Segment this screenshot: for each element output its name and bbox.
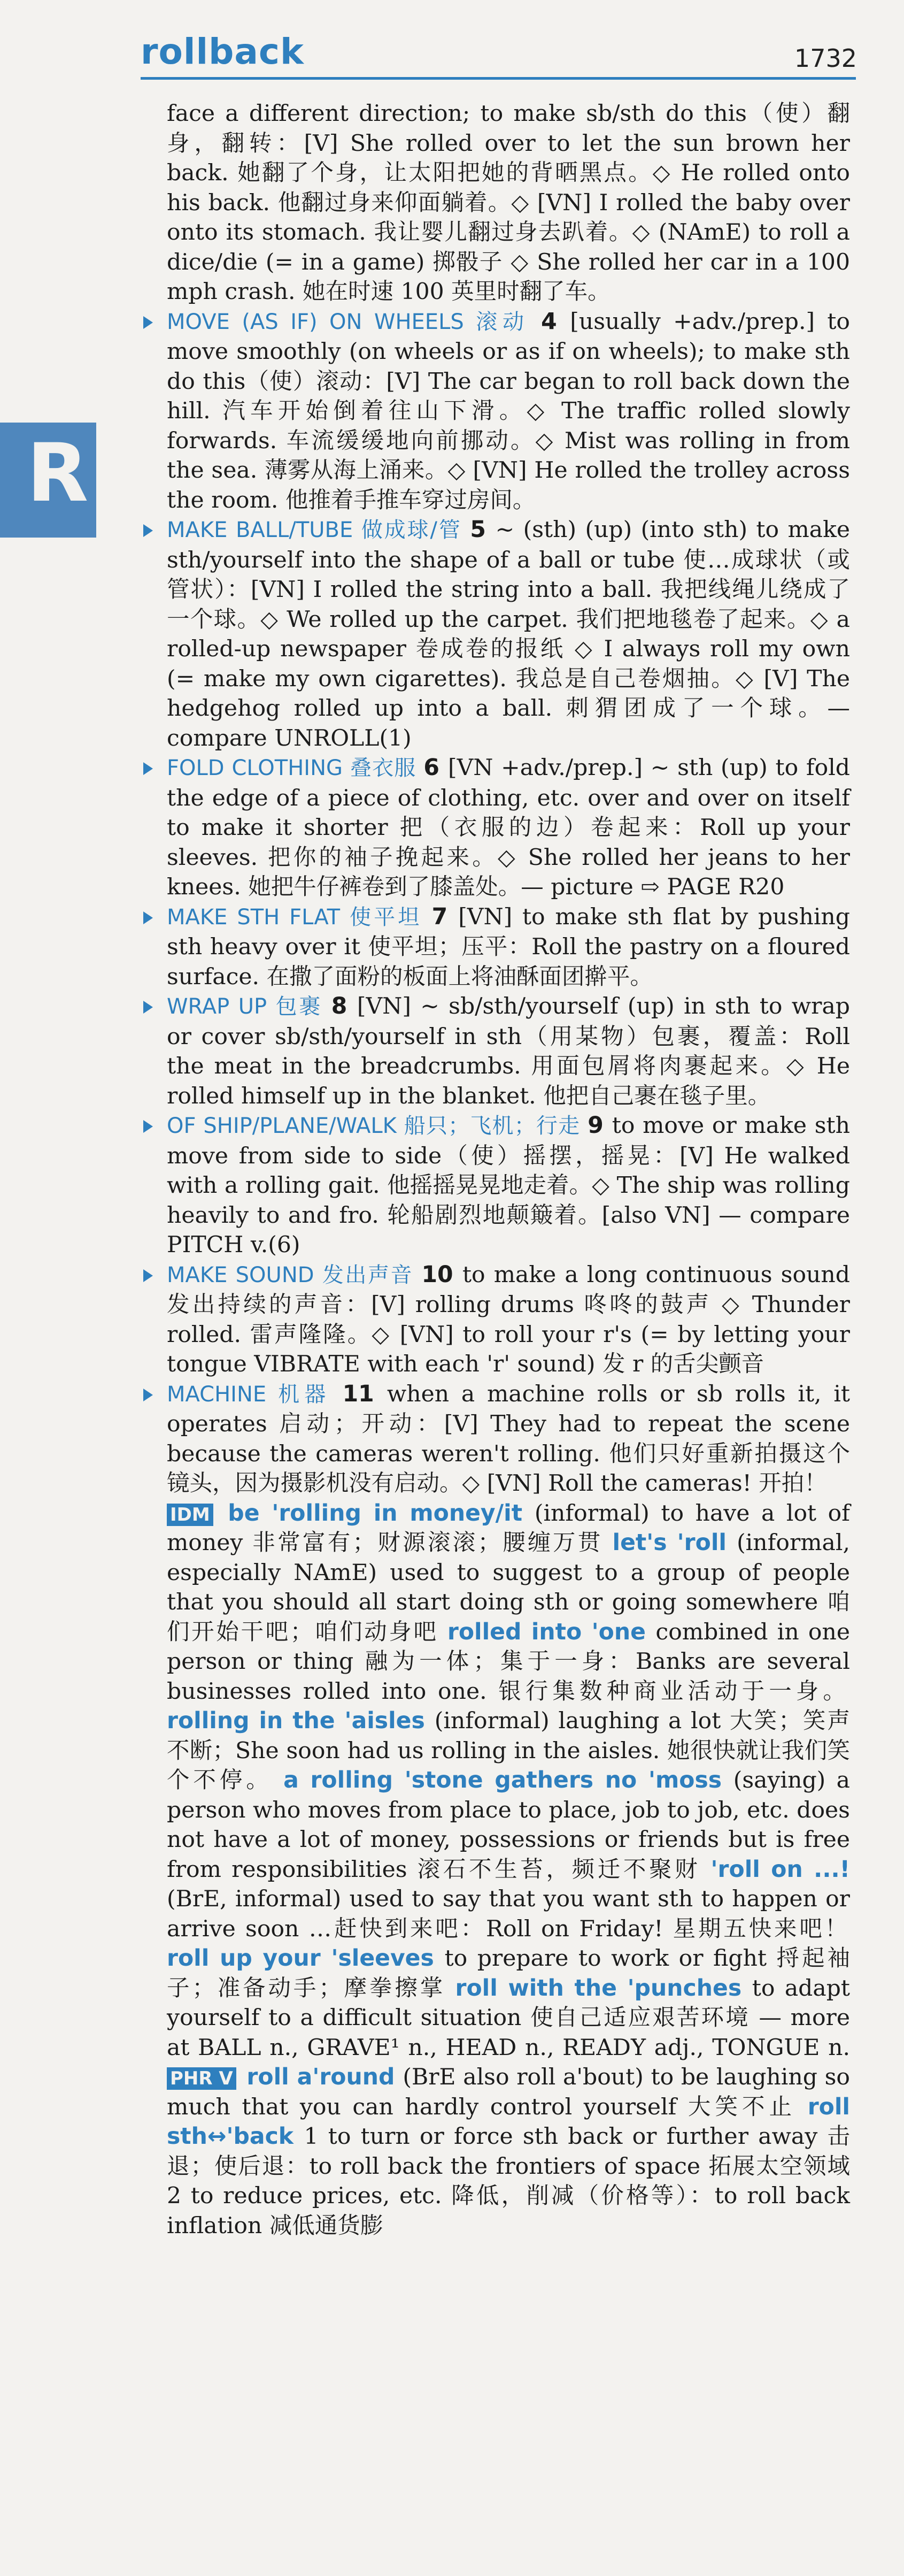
triangle-marker-icon xyxy=(143,524,153,537)
running-headword: rollback xyxy=(141,31,304,72)
idiom-definition: to prepare to work or fight 捋起袖子；准备动手；摩拳擦掌 xyxy=(167,1945,850,2002)
idiom-phrase: be 'rolling in money/it xyxy=(228,1500,535,1527)
idiom-phrase: roll with the 'punches xyxy=(455,1975,752,2002)
sense-8 xyxy=(143,992,850,1111)
sense-number: 8 xyxy=(331,993,357,1019)
sense-text: [VN +adv./prep.] ~ sth (up) to fold the edge of a piece of clothing, etc. over and over on itself to make it shorter 把（衣服的边）卷起来：Roll up your sleeves. 把你的袖子挽起来。◇ She rolled her jeans to her knees. 她把牛仔裤卷到了膝盖处。— picture ⇨ PAGE R20 xyxy=(167,755,850,900)
sense-4 xyxy=(143,307,850,516)
sense-signpost: MAKE BALL/TUBE 做成球/管 xyxy=(167,518,470,542)
sense-number: 10 xyxy=(421,1261,462,1288)
sense-text: when a machine rolls or sb rolls it, it operates 启动；开动：[V] They had to repeat the scene because the cameras weren't rolling. 他们只好重新拍摄这个镜头，因为摄影机没有启动。◇ [VN] Roll the cameras! 开拍！ xyxy=(167,1381,850,1497)
sense-number: 6 xyxy=(423,755,448,781)
idiom-definition: to adapt yourself to a difficult situation 使自己适应艰苦环境 — more at BALL n., GRAVE¹ n., HEAD n., READY adj., TONGUE n. xyxy=(167,1975,851,2061)
page-header xyxy=(0,0,904,80)
idiom-phrase: let's 'roll xyxy=(612,1530,737,1556)
sense-signpost: OF SHIP/PLANE/WALK 船只；飞机；行走 xyxy=(167,1114,588,1138)
idiom-definition: (informal) to have a lot of money 非常富有；财源滚滚；腰缠万贯 xyxy=(167,1500,850,1556)
sense-9 xyxy=(143,1111,850,1260)
sense-7 xyxy=(143,902,850,992)
sense-number: 9 xyxy=(588,1113,612,1139)
continued-sense: face a different direction; to make sb/sth do this（使）翻身，翻转：[V] She rolled over to let the sun brown her back. 她翻了个身，让太阳把她的背晒黑点。◇ He rolled onto his back. 他翻过身来仰面躺着。◇ [VN] I rolled the baby over onto its stomach. 我让婴儿翻过身去趴着。◇ (NAmE) to roll a dice/die (= in a game) 掷骰子 ◇ She rolled her car in a 100 mph crash. 她在时速 100 英里时翻了车。 xyxy=(167,101,850,305)
sense-6 xyxy=(143,753,850,902)
idioms-block xyxy=(143,1499,850,2241)
sense-signpost: MOVE (AS IF) ON WHEELS 滚动 xyxy=(167,309,542,334)
sense-text: to make a long continuous sound 发出持续的声音：[V] rolling drums 咚咚的鼓声 ◇ Thunder rolled. 雷声隆隆。◇ [VN] to roll your r's (= by letting your tongue VIBRATE with each 'r' sound) 发 r 的舌尖颤音 xyxy=(167,1261,850,1377)
idiom-definition: (saying) a person who moves from place to place, job to job, etc. does not have a lot of money, possessions or friends but is free from responsibilities 滚石不生苔，频迁不聚财 xyxy=(167,1767,850,1883)
idiom-phrase: 'roll on ...! xyxy=(710,1856,850,1883)
phrasal-verb-definition: (BrE also roll a'bout) to be laughing so much that you can hardly control yourself 大笑不止 xyxy=(167,2064,851,2120)
sense-number: 5 xyxy=(470,517,496,543)
idiom-definition: combined in one person or thing 融为一体；集于一身：Banks are several businesses rolled into one. 银行集数种商业活动于一身。 xyxy=(167,1619,851,1705)
sense-10 xyxy=(143,1260,850,1379)
sense-signpost: FOLD CLOTHING 叠衣服 xyxy=(167,756,424,780)
sense-signpost: MACHINE 机器 xyxy=(167,1382,343,1407)
idiom-definition: (informal, especially NAmE) used to suggest to a group of people that you should all start doing sth or going somewhere 咱们开始干吧；咱们动身吧 xyxy=(167,1530,850,1645)
sense-text: [VN] ~ sb/sth/yourself (up) in sth to wrap or cover sb/sth/yourself in sth（用某物）包裹，覆盖：Roll the meat in the breadcrumbs. 用面包屑将肉裹起来。◇ He rolled himself up in the blanket. 他把自己裹在毯子里。 xyxy=(167,993,851,1109)
idiom-definition: (BrE, informal) used to say that you want sth to happen or arrive soon …赶快到来吧：Roll on Friday! 星期五快来吧！ xyxy=(167,1886,850,1942)
triangle-marker-icon xyxy=(143,1389,153,1401)
page-number: 1732 xyxy=(794,44,857,73)
phrasal-verb-phrase: roll sth↔'back xyxy=(167,2094,850,2150)
sense-text: ~ (sth) (up) (into sth) to make sth/yourself into the shape of a ball or tube 使…成球状（或管状）：[VN] I rolled the string into a ball. 我把线绳儿绕成了一个球。◇ We rolled up the carpet. 我们把地毯卷了起来。◇ a rolled-up newspaper 卷成卷的报纸 ◇ I always roll my own (= make my own cigarettes). 我总是自己卷烟抽。◇ [V] The hedgehog rolled up into a ball. 刺猬团成了一个球。— compare UNROLL(1) xyxy=(167,517,851,752)
thumb-index-tab xyxy=(0,423,96,538)
idiom-definition: (informal) laughing a lot 大笑；笑声不断；She soon had us rolling in the aisles. 她很快就让我们笑个不停。 xyxy=(167,1708,850,1793)
triangle-marker-icon xyxy=(143,1120,153,1133)
triangle-marker-icon xyxy=(143,762,153,775)
sense-text: to move or make sth move from side to side（使）摇摆，摇晃：[V] He walked with a rolling gait. 他摇摇晃晃地走着。◇ The ship was rolling heavily to and fro. 轮船剧烈地颠簸着。[also VN] — compare PITCH v.(6) xyxy=(167,1113,850,1258)
sense-signpost: MAKE STH FLAT 使平坦 xyxy=(167,904,432,930)
idiom-phrase: roll up your 'sleeves xyxy=(167,1945,445,1972)
sense-11 xyxy=(143,1379,850,1499)
sense-text: [VN] to make sth flat by pushing sth heavy over it 使平坦；压平：Roll the pastry on a floured surface. 在撒了面粉的板面上将油酥面团擀平。 xyxy=(167,903,850,990)
thumb-index-letter: R xyxy=(27,427,89,520)
triangle-marker-icon xyxy=(143,911,153,924)
header-rule xyxy=(141,77,856,80)
phrasal-verb-definition: 1 to turn or force sth back or further away 击退；使后退：to roll back the frontiers of space 拓展太空领域 2 to reduce prices, etc. 降低，削减（价格等）：to roll back inflation 减低通货膨 xyxy=(167,2123,850,2239)
sense-number: 4 xyxy=(541,308,570,335)
idiom-phrase: rolling in the 'aisles xyxy=(167,1708,435,1734)
triangle-marker-icon xyxy=(143,1001,153,1014)
triangle-marker-icon xyxy=(143,1269,153,1282)
sense-text: [usually +adv./prep.] to move smoothly (on wheels or as if on wheels); to make sth do this（使）滚动：[V] The car began to roll back down the hill. 汽车开始倒着往山下滑。◇ The traffic rolled slowly forwards. 车流缓缓地向前挪动。◇ Mist was rolling in from the sea. 薄雾从海上涌来。◇ [VN] He rolled the trolley across the room. 他推着手推车穿过房间。 xyxy=(167,308,850,513)
sense-number: 11 xyxy=(342,1381,387,1407)
idm-badge: IDM xyxy=(167,1504,213,1526)
sense-signpost: MAKE SOUND 发出声音 xyxy=(167,1262,422,1287)
triangle-marker-icon xyxy=(143,316,153,329)
dictionary-column xyxy=(143,99,850,2241)
sense-number: 7 xyxy=(431,903,459,930)
sense-5 xyxy=(143,515,850,753)
sense-signpost: WRAP UP 包裹 xyxy=(167,994,331,1019)
idiom-phrase: rolled into 'one xyxy=(447,1619,656,1645)
phrasal-verb-phrase: roll a'round xyxy=(246,2064,403,2090)
phrasal-verb-badge: PHR V xyxy=(167,2067,236,2090)
idiom-phrase: a rolling 'stone gathers no 'moss xyxy=(283,1767,733,1793)
